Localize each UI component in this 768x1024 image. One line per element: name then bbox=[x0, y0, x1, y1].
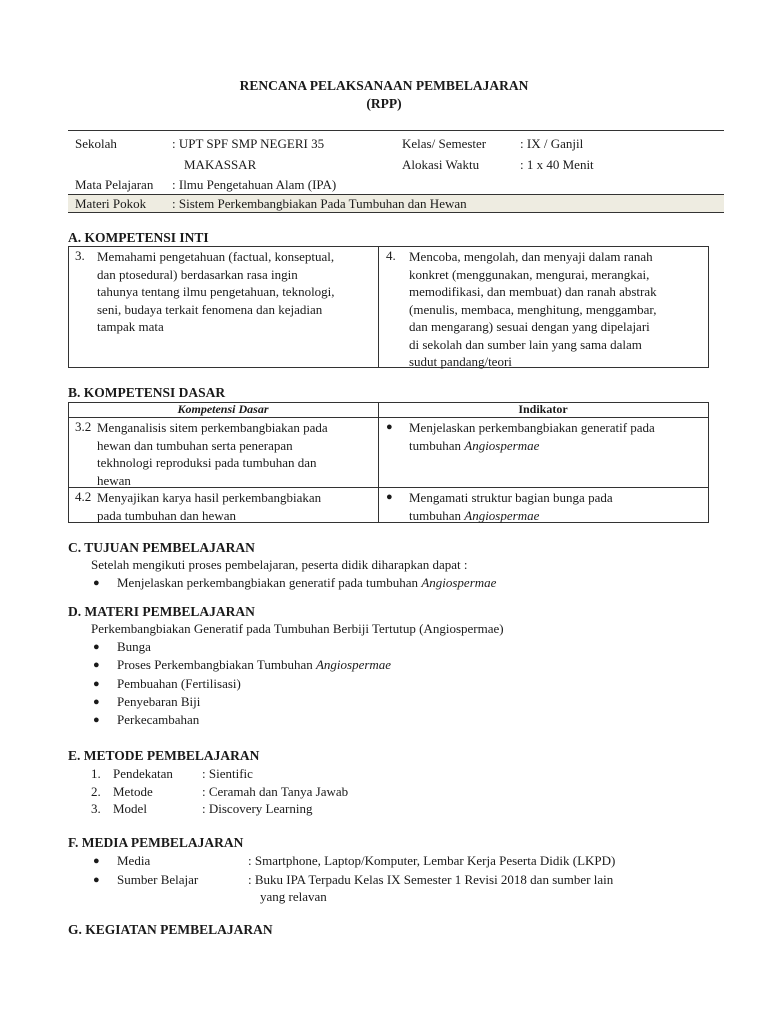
section-a-heading: A. KOMPETENSI INTI bbox=[68, 230, 209, 245]
kd1-text: Menganalisis sitem perkembangbiakan pada hewan dan tumbuhan serta penerapan tekhnologi reproduksi pada tumbuhan dan hewan bbox=[97, 420, 328, 488]
sumber-value: : Buku IPA Terpadu Kelas IX Semester 1 Revisi 2018 dan sumber lain bbox=[248, 872, 614, 887]
ki3-text: Memahami pengetahuan (factual, konseptual, dan ptosedural) berdasarkan rasa ingin tahunya tentang ilmu pengetahuan, teknologi, seni, budaya terkait fenomena dan kejadian tampak mata bbox=[97, 249, 335, 334]
metode-label: Model bbox=[113, 801, 147, 816]
ki4-number: 4. bbox=[386, 248, 396, 263]
bullet-icon: ● bbox=[93, 641, 100, 653]
section-e-heading: E. METODE PEMBELAJARAN bbox=[68, 748, 260, 763]
metode-value: : Discovery Learning bbox=[202, 801, 313, 816]
bullet-icon: ● bbox=[93, 855, 100, 867]
mapel-label: Mata Pelajaran bbox=[75, 177, 154, 192]
materi-intro: Perkembangbiakan Generatif pada Tumbuhan Berbiji Tertutup (Angiospermae) bbox=[91, 621, 504, 636]
divider bbox=[68, 212, 724, 213]
bullet-icon: ● bbox=[93, 659, 100, 671]
materi-item: Bunga bbox=[117, 639, 151, 654]
ki3-number: 3. bbox=[75, 248, 85, 263]
ki4-text: Mencoba, mengolah, dan menyaji dalam ranah konkret (menggunakan, mengurai, merangkai, memodifikasi, dan membuat) dan ranah abstrak (menulis, membaca, menghitung, menggambar, dan mengarang) sesuai dengan yang dipelajari di sekolah dan sumber lain yang sama dalam sudut pandang/teori bbox=[409, 249, 657, 369]
metode-value: : Ceramah dan Tanya Jawab bbox=[202, 784, 349, 799]
bullet-icon: ● bbox=[93, 874, 100, 886]
materi-item: Pembuahan (Fertilisasi) bbox=[117, 676, 241, 691]
materi-item: Proses Perkembangbiakan Tumbuhan Angiospermae bbox=[117, 657, 392, 672]
materi-item: Penyebaran Biji bbox=[117, 694, 201, 709]
section-d-heading: D. MATERI PEMBELAJARAN bbox=[68, 604, 255, 619]
bullet-icon: ● bbox=[386, 421, 393, 433]
column-header-indikator: Indikator bbox=[518, 402, 568, 416]
kelas-value: : IX / Ganjil bbox=[520, 136, 584, 151]
kd2-text: Menyajikan karya hasil perkembangbiakan pada tumbuhan dan hewan bbox=[97, 490, 322, 523]
media-value: : Smartphone, Laptop/Komputer, Lembar Kerja Peserta Didik (LKPD) bbox=[248, 853, 616, 868]
media-label: Media bbox=[117, 853, 151, 868]
bullet-icon: ● bbox=[93, 678, 100, 690]
header-divider bbox=[68, 417, 708, 418]
bullet-icon: ● bbox=[386, 491, 393, 503]
document-title: RENCANA PELAKSANAAN PEMBELAJARAN bbox=[239, 78, 529, 93]
metode-label: Pendekatan bbox=[113, 766, 173, 781]
sumber-label: Sumber Belajar bbox=[117, 872, 199, 887]
alokasi-value: : 1 x 40 Menit bbox=[520, 157, 594, 172]
bullet-icon: ● bbox=[93, 714, 100, 726]
document-subtitle: (RPP) bbox=[366, 96, 402, 111]
section-g-heading: G. KEGIATAN PEMBELAJARAN bbox=[68, 922, 273, 937]
metode-number: 3. bbox=[91, 801, 101, 816]
bullet-icon: ● bbox=[93, 577, 100, 589]
divider bbox=[68, 130, 724, 131]
kelas-label: Kelas/ Semester bbox=[402, 136, 487, 151]
materi-value: : Sistem Perkembangbiakan Pada Tumbuhan dan Hewan bbox=[172, 196, 467, 211]
alokasi-label: Alokasi Waktu bbox=[402, 157, 480, 172]
mapel-value: : Ilmu Pengetahuan Alam (IPA) bbox=[172, 177, 337, 192]
section-b-heading: B. KOMPETENSI DASAR bbox=[68, 385, 226, 400]
bullet-icon: ● bbox=[93, 696, 100, 708]
materi-item: Perkecambahan bbox=[117, 712, 200, 727]
indikator-2: Mengamati struktur bagian bunga pada tumbuhan Angiospermae bbox=[409, 490, 613, 523]
metode-number: 1. bbox=[91, 766, 101, 781]
section-f-heading: F. MEDIA PEMBELAJARAN bbox=[68, 835, 244, 850]
column-divider bbox=[378, 402, 379, 522]
metode-value: : Sientific bbox=[202, 766, 253, 781]
indikator-1: Menjelaskan perkembangbiakan generatif pada tumbuhan Angiospermae bbox=[409, 420, 655, 453]
column-divider bbox=[378, 246, 379, 367]
metode-label: Metode bbox=[113, 784, 153, 799]
sekolah-value-cont: MAKASSAR bbox=[184, 157, 257, 172]
sumber-value-cont: yang relavan bbox=[260, 889, 327, 904]
kd2-number: 4.2 bbox=[75, 489, 92, 504]
materi-label: Materi Pokok bbox=[75, 196, 147, 211]
metode-number: 2. bbox=[91, 784, 101, 799]
tujuan-item: Menjelaskan perkembangbiakan generatif pada tumbuhan Angiospermae bbox=[117, 575, 497, 590]
sekolah-label: Sekolah bbox=[75, 136, 117, 151]
kd1-number: 3.2 bbox=[75, 419, 92, 434]
section-c-heading: C. TUJUAN PEMBELAJARAN bbox=[68, 540, 255, 555]
tujuan-intro: Setelah mengikuti proses pembelajaran, peserta didik diharapkan dapat : bbox=[91, 557, 468, 572]
column-header-kd: Kompetensi Dasar bbox=[177, 402, 269, 416]
sekolah-value: : UPT SPF SMP NEGERI 35 bbox=[172, 136, 325, 151]
